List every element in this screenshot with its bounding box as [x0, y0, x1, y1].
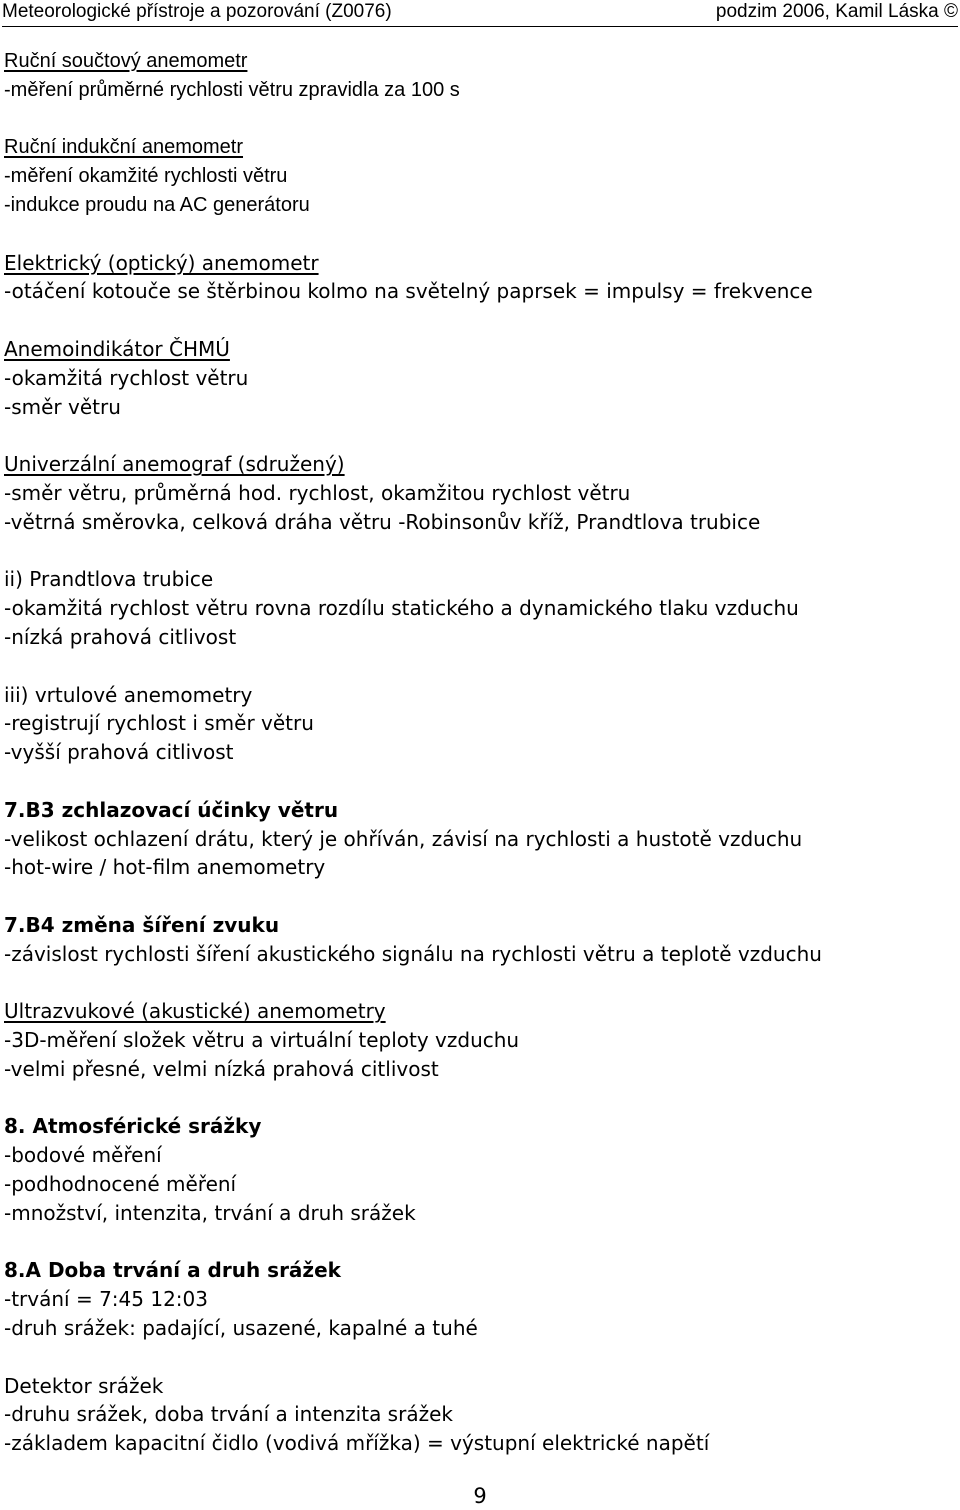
- section-ultrasonic-anemometers: [4, 997, 954, 1083]
- text-line: -nízká prahová citlivost: [4, 624, 237, 649]
- section-heading: 8. Atmosférické srážky: [4, 1114, 262, 1139]
- text-line: -velmi přesné, velmi nízká prahová citlivost: [4, 1056, 439, 1081]
- section-precipitation-detector: [4, 1372, 954, 1458]
- text-line: -množství, intenzita, trvání a druh srážek: [4, 1200, 416, 1225]
- text-line: -základem kapacitní čidlo (vodivá mřížka) = výstupní elektrické napětí: [4, 1431, 710, 1456]
- section-manual-totalizing-anemometer: [4, 47, 954, 105]
- section-heading: Ruční součtový anemometr: [4, 50, 248, 72]
- section-anemoindicator: [4, 335, 954, 421]
- section-heading: iii) vrtulové anemometry: [4, 682, 253, 707]
- text-line: -měření průměrné rychlosti větru zpravidla za 100 s: [4, 78, 460, 101]
- section-heading: ii) Prandtlova trubice: [4, 567, 214, 592]
- text-line: -směr větru, průměrná hod. rychlost, okamžitou rychlost větru: [4, 480, 631, 505]
- section-8-precipitation: [4, 1112, 954, 1227]
- document-body: [4, 47, 954, 1487]
- text-line: -trvání = 7:45 12:03: [4, 1287, 208, 1312]
- text-line: -indukce proudu na AC generátoru: [4, 193, 310, 216]
- section-prandtl-tube: [4, 565, 954, 651]
- page-number: 9: [473, 1484, 487, 1508]
- header-author-date: podzim 2006, Kamil Láska ©: [715, 1, 958, 22]
- page-header: [2, 0, 958, 27]
- section-electric-optical-anemometer: [4, 249, 954, 307]
- section-7b4-sound-propagation: [4, 911, 954, 969]
- section-heading: Ruční indukční anemometr: [4, 136, 244, 159]
- text-line: -závislost rychlosti šíření akustického signálu na rychlosti větru a teplotě vzduchu: [4, 941, 822, 966]
- header-course-title: Meteorologické přístroje a pozorování (Z0076): [2, 1, 392, 22]
- text-line: -druhu srážek, doba trvání a intenzita srážek: [4, 1402, 453, 1427]
- text-line: -vyšší prahová citlivost: [4, 740, 234, 765]
- section-7b3-cooling-effects: [4, 796, 954, 882]
- text-line: -druh srážek: padající, usazené, kapalné a tuhé: [4, 1316, 478, 1341]
- text-line: -velikost ochlazení drátu, který je ohříván, závisí na rychlosti a hustotě vzduchu: [4, 826, 803, 851]
- text-line: -registrují rychlost i směr větru: [4, 711, 314, 736]
- section-heading: 7.B3 zchlazovací účinky větru: [4, 797, 339, 822]
- text-line: -3D-měření složek větru a virtuální teploty vzduchu: [4, 1028, 520, 1053]
- text-line: -okamžitá rychlost větru rovna rozdílu statického a dynamického tlaku vzduchu: [4, 596, 799, 621]
- section-heading: Elektrický (optický) anemometr: [4, 250, 319, 275]
- text-line: -otáčení kotouče se štěrbinou kolmo na světelný paprsek = impulsy = frekvence: [4, 279, 813, 304]
- section-heading: Detektor srážek: [4, 1373, 164, 1398]
- section-heading: 7.B4 změna šíření zvuku: [4, 912, 280, 937]
- text-line: -měření okamžité rychlosti větru: [4, 165, 288, 188]
- section-universal-anemograph: [4, 450, 954, 536]
- section-manual-induction-anemometer: [4, 133, 954, 219]
- section-heading: Ultrazvukové (akustické) anemometry: [4, 999, 386, 1024]
- section-propeller-anemometers: [4, 681, 954, 767]
- text-line: -směr větru: [4, 394, 121, 419]
- section-heading: Univerzální anemograf (sdružený): [4, 452, 345, 477]
- text-line: -hot-wire / hot-film anemometry: [4, 855, 326, 880]
- text-line: -bodové měření: [4, 1143, 162, 1168]
- section-heading: Anemoindikátor ČHMÚ: [4, 336, 230, 361]
- text-line: -okamžitá rychlost větru: [4, 365, 249, 390]
- text-line: -větrná směrovka, celková dráha větru -Robinsonův kříž, Prandtlova trubice: [4, 509, 761, 534]
- text-line: -podhodnocené měření: [4, 1172, 237, 1197]
- section-heading: 8.A Doba trvání a druh srážek: [4, 1258, 341, 1283]
- section-8a-duration-type: [4, 1256, 954, 1342]
